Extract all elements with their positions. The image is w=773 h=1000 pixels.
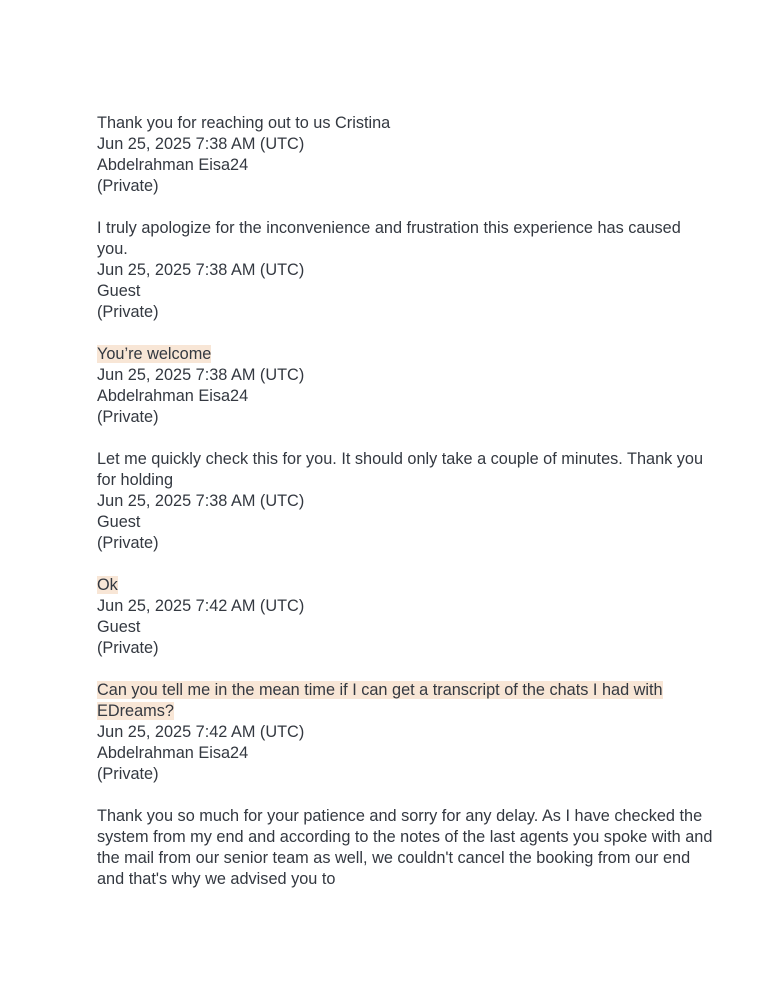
message-timestamp: Jun 25, 2025 7:42 AM (UTC) bbox=[97, 597, 305, 615]
message-timestamp: Jun 25, 2025 7:38 AM (UTC) bbox=[97, 261, 305, 279]
message-visibility: (Private) bbox=[97, 408, 159, 426]
message-visibility: (Private) bbox=[97, 177, 159, 195]
message-text: Thank you for reaching out to us Cristina bbox=[97, 114, 391, 132]
transcript-entry bbox=[97, 575, 713, 659]
message-text: Can you tell me in the mean time if I can get a transcript of the chats I had with EDreams? bbox=[97, 681, 663, 720]
transcript-entry bbox=[97, 113, 713, 197]
message-timestamp: Jun 25, 2025 7:38 AM (UTC) bbox=[97, 135, 305, 153]
message-visibility: (Private) bbox=[97, 639, 159, 657]
message-timestamp: Jun 25, 2025 7:42 AM (UTC) bbox=[97, 723, 305, 741]
message-author: Abdelrahman Eisa24 bbox=[97, 387, 249, 405]
transcript-entry bbox=[97, 680, 713, 785]
message-text: Let me quickly check this for you. It should only take a couple of minutes. Thank you for holding bbox=[97, 450, 708, 489]
message-visibility: (Private) bbox=[97, 765, 159, 783]
message-visibility: (Private) bbox=[97, 303, 159, 321]
transcript-entry bbox=[97, 218, 713, 323]
message-author: Abdelrahman Eisa24 bbox=[97, 156, 249, 174]
transcript-entry bbox=[97, 806, 717, 890]
message-author: Guest bbox=[97, 513, 141, 531]
message-text: Ok bbox=[97, 576, 118, 594]
message-author: Abdelrahman Eisa24 bbox=[97, 744, 249, 762]
message-text: Thank you so much for your patience and sorry for any delay. As I have checked the system from my end and according to the notes of the last agents you spoke with and the mail from our senior team as well, we couldn't cancel the booking from our end and that's why we advised you to bbox=[97, 807, 717, 888]
message-text: You’re welcome bbox=[97, 345, 212, 363]
transcript-entry bbox=[97, 344, 713, 428]
message-author: Guest bbox=[97, 282, 141, 300]
message-text: I truly apologize for the inconvenience and frustration this experience has caused you. bbox=[97, 219, 686, 258]
transcript-entry bbox=[97, 449, 713, 554]
message-visibility: (Private) bbox=[97, 534, 159, 552]
message-timestamp: Jun 25, 2025 7:38 AM (UTC) bbox=[97, 366, 305, 384]
message-author: Guest bbox=[97, 618, 141, 636]
message-timestamp: Jun 25, 2025 7:38 AM (UTC) bbox=[97, 492, 305, 510]
